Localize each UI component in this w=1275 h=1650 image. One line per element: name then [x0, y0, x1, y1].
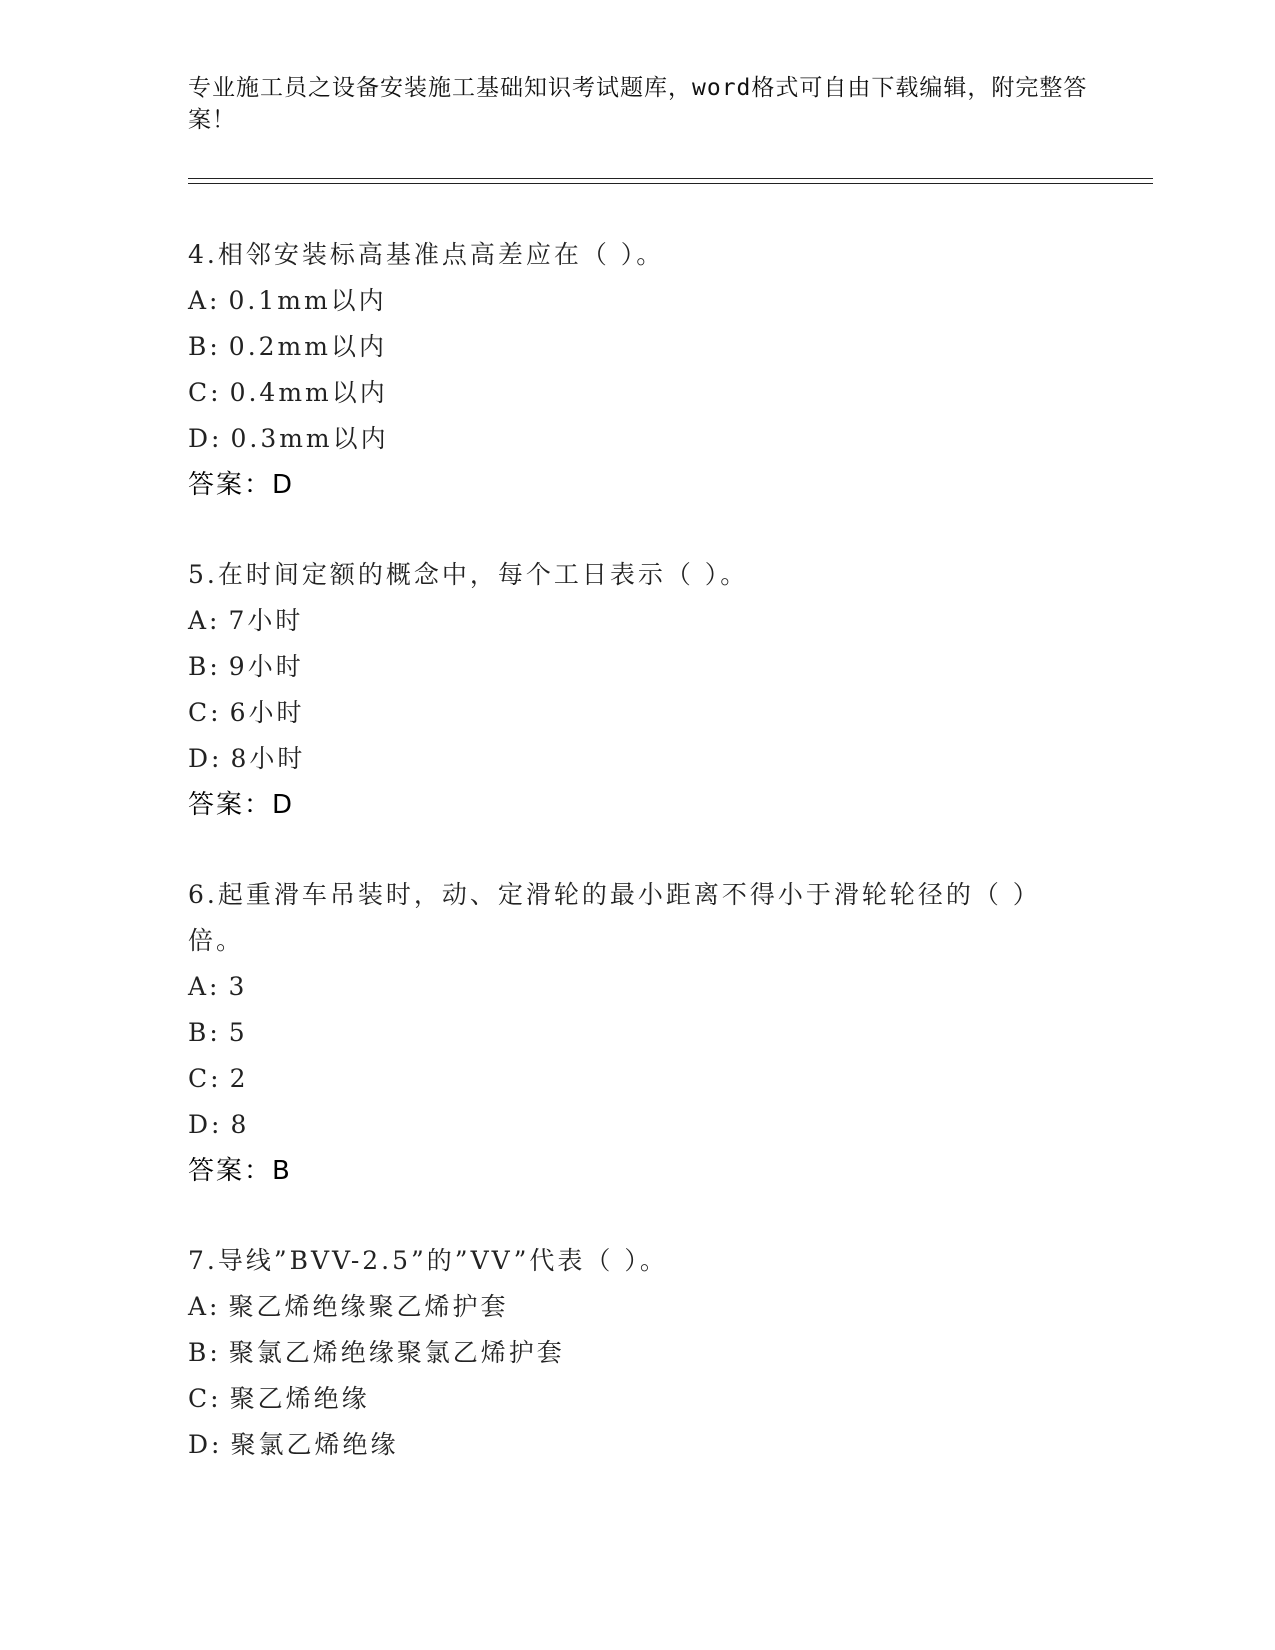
option-b [188, 1330, 1088, 1376]
option-a [188, 964, 1088, 1010]
option-a [188, 1284, 1088, 1330]
option-label: D: [188, 1430, 223, 1459]
option-text: 0.2mm以内 [228, 332, 387, 361]
answer-line: 答案：D [188, 470, 295, 500]
question-5 [188, 552, 1088, 828]
option-label: B: [188, 1338, 221, 1367]
option-c [188, 370, 1088, 416]
question-stem: 6.起重滑车吊装时，动、定滑轮的最小距离不得小于滑轮轮径的（ ）倍。 [188, 880, 1041, 955]
option-a [188, 598, 1088, 644]
option-text: 6小时 [229, 698, 305, 727]
header-divider-bottom [188, 183, 1153, 184]
option-b [188, 644, 1088, 690]
option-label: B: [188, 1018, 221, 1047]
option-c [188, 1376, 1088, 1422]
option-label: A: [188, 972, 221, 1001]
question-stem: 5.在时间定额的概念中，每个工日表示（ ）。 [188, 560, 749, 589]
answer-line: 答案：B [188, 1156, 292, 1186]
option-text: 0.3mm以内 [230, 424, 389, 453]
option-label: A: [188, 606, 221, 635]
option-text: 7小时 [228, 606, 304, 635]
option-label: A: [188, 286, 221, 315]
option-b [188, 324, 1088, 370]
option-d [188, 1422, 1088, 1468]
question-7 [188, 1238, 1088, 1468]
option-label: A: [188, 1292, 221, 1321]
option-label: B: [188, 652, 221, 681]
option-text: 8 [230, 1110, 250, 1139]
option-label: C: [188, 698, 222, 727]
option-c [188, 1056, 1088, 1102]
option-d [188, 1102, 1088, 1148]
option-label: B: [188, 332, 221, 361]
option-a [188, 278, 1088, 324]
question-stem: 4.相邻安装标高基准点高差应在（ ）。 [188, 240, 665, 269]
option-c [188, 690, 1088, 736]
question-list [188, 232, 1088, 1512]
option-b [188, 1010, 1088, 1056]
option-text: 聚乙烯绝缘聚乙烯护套 [228, 1292, 509, 1321]
option-d [188, 416, 1088, 462]
option-text: 聚乙烯绝缘 [229, 1384, 370, 1413]
option-text: 5 [228, 1018, 248, 1047]
option-text: 0.1mm以内 [228, 286, 387, 315]
option-text: 2 [229, 1064, 249, 1093]
option-text: 聚氯乙烯绝缘聚氯乙烯护套 [228, 1338, 565, 1367]
answer-line: 答案：D [188, 790, 295, 820]
option-label: C: [188, 1064, 222, 1093]
document-header: 专业施工员之设备安装施工基础知识考试题库，word格式可自由下载编辑，附完整答案！ [188, 75, 1088, 133]
question-6 [188, 872, 1088, 1194]
option-text: 9小时 [228, 652, 304, 681]
option-label: C: [188, 1384, 222, 1413]
option-text: 8小时 [230, 744, 306, 773]
option-d [188, 736, 1088, 782]
option-label: D: [188, 1110, 223, 1139]
option-label: D: [188, 424, 223, 453]
option-text: 0.4mm以内 [229, 378, 388, 407]
option-text: 聚氯乙烯绝缘 [230, 1430, 399, 1459]
question-stem: 7.导线”BVV-2.5”的”VV”代表（ ）。 [188, 1246, 668, 1275]
option-label: D: [188, 744, 223, 773]
question-4 [188, 232, 1088, 508]
option-text: 3 [228, 972, 248, 1001]
header-divider-top [188, 178, 1153, 179]
option-label: C: [188, 378, 222, 407]
